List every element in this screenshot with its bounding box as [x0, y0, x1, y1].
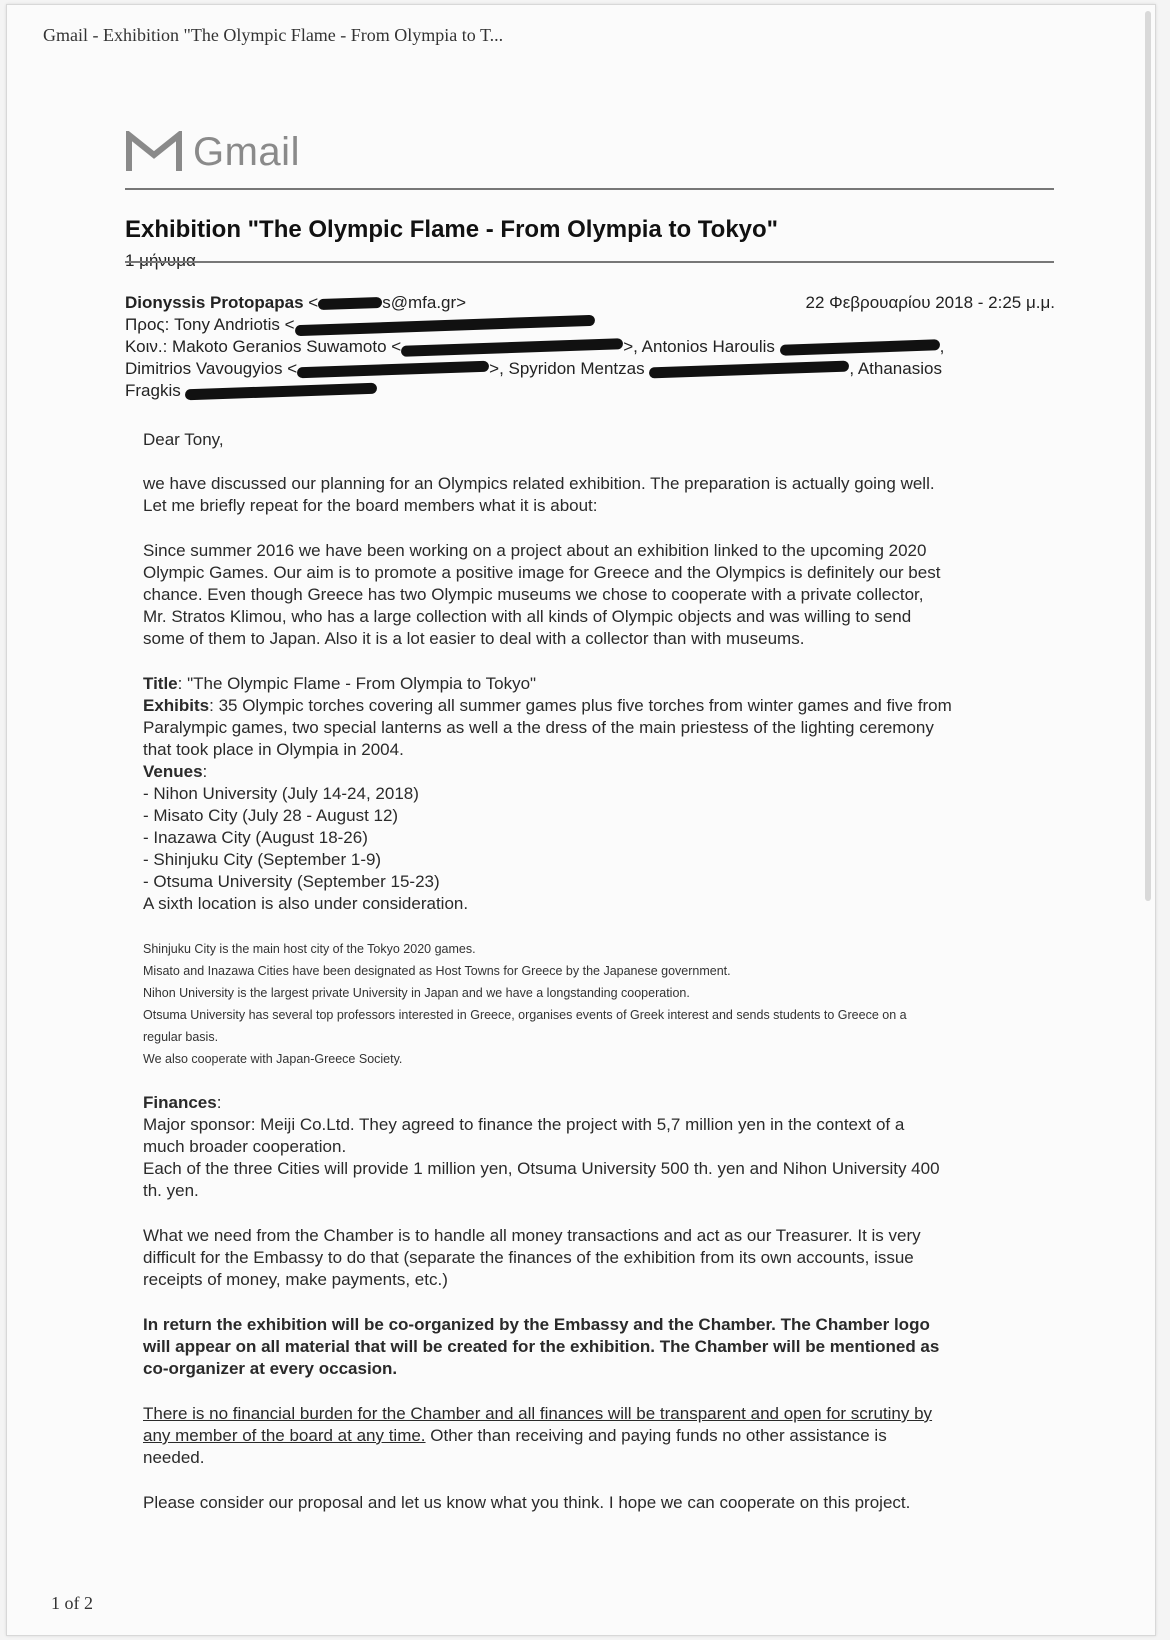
redaction-mark — [649, 361, 849, 379]
note-line: Otsuma University has several top professors interested in Greece, organises events of Greek interest and sends students to Greece on a — [143, 1008, 907, 1022]
paragraph-line: needed. — [143, 1448, 205, 1467]
finances-heading — [143, 1092, 1063, 1114]
note-line: Nihon University is the largest private University in Japan and we have a longstanding cooperation. — [143, 986, 690, 1000]
title-label: Title — [143, 674, 178, 693]
print-header: Gmail - Exhibition "The Olympic Flame - From Olympia to T... — [43, 25, 504, 45]
sender-email: s@mfa.gr> — [382, 293, 467, 312]
cc-label: Κοιν.: — [125, 337, 168, 356]
to-line — [125, 314, 1055, 336]
gmail-envelope-icon — [125, 131, 183, 173]
paragraph-line: co-organizer at every occasion. — [143, 1359, 398, 1378]
exhibits-line — [143, 695, 1063, 717]
cc-name-2: >, Antonios Haroulis — [623, 337, 775, 356]
paragraph-line: Each of the three Cities will provide 1 million yen, Otsuma University 500 th. yen and Nihon University 400 — [143, 1159, 940, 1178]
paragraph-text: Other than receiving and paying funds no other assistance is — [425, 1426, 887, 1445]
paragraph-line: A sixth location is also under consideration. — [143, 894, 469, 913]
redaction-mark — [294, 315, 594, 336]
email-subject: Exhibition "The Olympic Flame - From Olympia to Tokyo" — [125, 216, 779, 243]
paragraph-line: we have discussed our planning for an Olympics related exhibition. The preparation is actually going well. — [143, 474, 935, 493]
paragraph-line — [143, 1425, 1063, 1447]
finances-label: Finances — [143, 1093, 217, 1112]
from-line — [125, 292, 1055, 314]
venue-item: - Otsuma University (September 15-23) — [143, 872, 440, 891]
paragraph-line: Olympic Games. Our aim is to promote a positive image for Greece and the Olympics is definitely our best — [143, 563, 941, 582]
scrollbar[interactable] — [1145, 11, 1151, 901]
redaction-mark — [779, 339, 939, 356]
title-value: : "The Olympic Flame - From Olympia to Tokyo" — [177, 674, 537, 693]
cc-name-3: Dimitrios Vavougyios — [125, 359, 283, 378]
cc-name-5-first: , Athanasios — [849, 359, 942, 378]
paragraph-line: Let me briefly repeat for the board members what it is about: — [143, 496, 598, 515]
paragraph-line: that took place in Olympia in 2004. — [143, 740, 404, 759]
venues-heading — [143, 761, 1063, 783]
note-line: We also cooperate with Japan-Greece Society. — [143, 1052, 403, 1066]
paragraph-line: receipts of money, make payments, etc.) — [143, 1270, 448, 1289]
paragraph-line: What we need from the Chamber is to handle all money transactions and act as our Treasurer. It is very — [143, 1226, 921, 1245]
email-headers — [125, 292, 1055, 402]
underlined-text: any member of the board at any time. — [143, 1426, 426, 1445]
paragraph-line: Since summer 2016 we have been working on a project about an exhibition linked to the upcoming 2020 — [143, 541, 927, 560]
to-name: Tony Andriotis — [174, 315, 280, 334]
sender-name: Dionyssis Protopapas — [125, 293, 304, 312]
divider-bottom — [125, 261, 1054, 263]
paragraph-line: Mr. Stratos Klimou, who has a large collection with all kinds of Olympic objects and was willing to send — [143, 607, 912, 626]
venue-item: - Misato City (July 28 - August 12) — [143, 806, 399, 825]
cc-line-3 — [125, 380, 1055, 402]
sender-email-open: < — [308, 293, 319, 312]
page-number: 1 of 2 — [51, 1593, 93, 1613]
paragraph-line: difficult for the Embassy to do that (separate the finances of the exhibition from its own accounts, issue — [143, 1248, 914, 1267]
redaction-mark — [185, 383, 377, 401]
gmail-logo-text: Gmail — [193, 129, 300, 174]
venue-item: - Nihon University (July 14-24, 2018) — [143, 784, 419, 803]
cc-email-open-3: < — [287, 359, 298, 378]
redaction-mark — [318, 297, 382, 310]
cc-email-open-1: < — [391, 337, 402, 356]
redaction-mark — [401, 338, 623, 357]
finances-colon: : — [216, 1093, 222, 1112]
redaction-mark — [297, 361, 489, 379]
note-line: Misato and Inazawa Cities have been designated as Host Towns for Greece by the Japanese government. — [143, 964, 731, 978]
cc-line-1 — [125, 336, 1055, 358]
printed-page — [6, 4, 1156, 1636]
cc-name-4: >, Spyridon Mentzas — [489, 359, 645, 378]
email-date: 22 Φεβρουαρίου 2018 - 2:25 μ.μ. — [805, 293, 1055, 312]
cc-separator: , — [939, 337, 945, 356]
exhibits-value: : 35 Olympic torches covering all summer games plus five torches from winter games and five from — [209, 696, 952, 715]
paragraph-line: much broader cooperation. — [143, 1137, 347, 1156]
paragraph-line: In return the exhibition will be co-organized by the Embassy and the Chamber. The Chamber logo — [143, 1315, 930, 1334]
venue-item: - Inazawa City (August 18-26) — [143, 828, 368, 847]
to-label: Προς: — [125, 315, 170, 334]
email-body — [143, 429, 1063, 1514]
note-line: regular basis. — [143, 1030, 219, 1044]
cc-line-2 — [125, 358, 1055, 380]
venue-item: - Shinjuku City (September 1-9) — [143, 850, 382, 869]
cc-name-5-last: Fragkis — [125, 381, 181, 400]
divider-top — [125, 188, 1054, 190]
paragraph-line: Major sponsor: Meiji Co.Ltd. They agreed to finance the project with 5,7 million yen in the context of a — [143, 1115, 905, 1134]
paragraph-line: some of them to Japan. Also it is a lot easier to deal with a collector than with museums. — [143, 629, 805, 648]
closing-line: Please consider our proposal and let us know what you think. I hope we can cooperate on this project. — [143, 1493, 911, 1512]
to-email-open: < — [284, 315, 295, 334]
paragraph-line: chance. Even though Greece has two Olympic museums we chose to cooperate with a private collector, — [143, 585, 924, 604]
paragraph-line: th. yen. — [143, 1181, 199, 1200]
note-line: Shinjuku City is the main host city of the Tokyo 2020 games. — [143, 942, 476, 956]
greeting: Dear Tony, — [143, 430, 224, 449]
paragraph-line: Paralympic games, two special lanterns as well a the dress of the main priestess of the lighting ceremony — [143, 718, 934, 737]
title-line — [143, 673, 1063, 695]
venues-label: Venues — [143, 762, 203, 781]
paragraph-line: There is no financial burden for the Chamber and all finances will be transparent and open for scrutiny by — [143, 1404, 933, 1423]
gmail-logo — [125, 129, 300, 175]
venues-colon: : — [202, 762, 208, 781]
cc-name-1: Makoto Geranios Suwamoto — [172, 337, 387, 356]
exhibits-label: Exhibits — [143, 696, 210, 715]
paragraph-line: will appear on all material that will be created for the exhibition. The Chamber will be mentioned as — [143, 1337, 940, 1356]
